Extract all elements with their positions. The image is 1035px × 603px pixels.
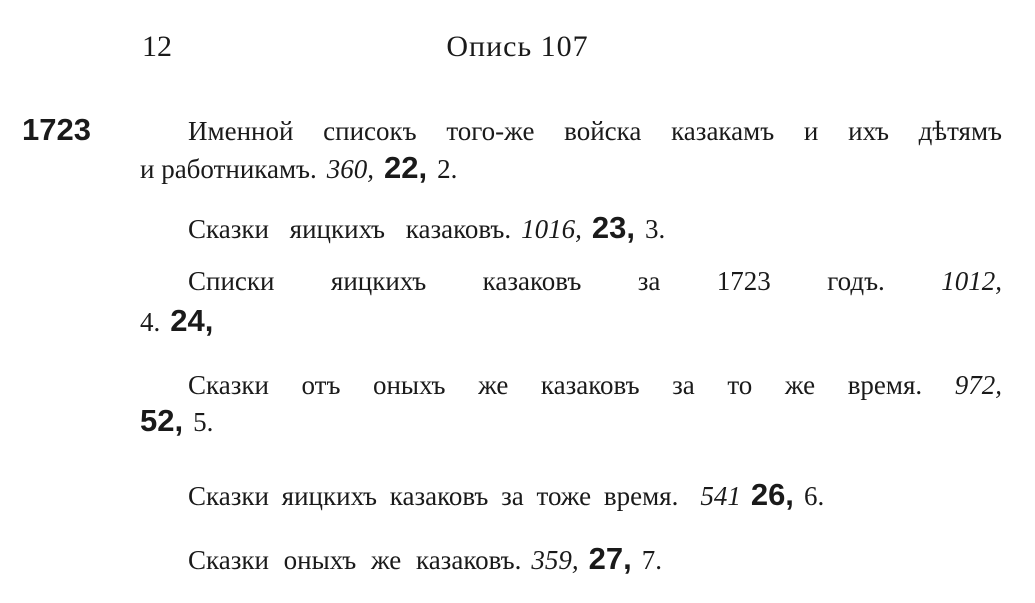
- entry-5-text: Сказки яицкихъ казаковъ за тоже время.: [188, 481, 679, 511]
- entry-6-item: 27,: [588, 541, 632, 576]
- year-label: 1723: [22, 112, 91, 147]
- entry-5: [188, 479, 824, 510]
- entry-5-number: 6.: [803, 481, 825, 511]
- entry-1-item: 22,: [384, 150, 428, 185]
- entry-4-number: 5.: [193, 407, 214, 437]
- page-title: Опись 107: [446, 30, 589, 63]
- entry-3-number: 4.: [140, 307, 161, 337]
- entry-2: [188, 212, 665, 243]
- entry-1-text: Именной списокъ того-же войска казакамъ и ихъ дѣтямъ: [188, 116, 1002, 146]
- entry-4-pages: 972,: [954, 370, 1003, 400]
- entry-1-line-1: [188, 118, 1002, 145]
- entry-6-number: 7.: [641, 545, 662, 575]
- entry-2-number: 3.: [645, 214, 666, 244]
- entry-4-line-1: [188, 372, 1002, 399]
- entry-3-item: 24,: [170, 303, 214, 338]
- entry-5-item: 26,: [750, 477, 794, 512]
- entry-3-pages: 1012,: [941, 266, 1002, 296]
- entry-5-pages: 541: [700, 481, 741, 511]
- entry-3-line-1: [188, 268, 1002, 295]
- entry-1-text-cont: и работникамъ.: [140, 154, 317, 184]
- entry-2-pages: 1016,: [521, 214, 582, 244]
- entry-1-pages: 360,: [326, 154, 375, 184]
- entry-1-line-2: [140, 152, 457, 183]
- entry-6-pages: 359,: [531, 545, 579, 575]
- entry-3-text: Списки яицкихъ казаковъ за 1723 годъ.: [188, 266, 885, 296]
- entry-4-text: Сказки отъ оныхъ же казаковъ за то же время.: [188, 370, 923, 400]
- entry-2-item: 23,: [591, 210, 635, 245]
- entry-3-line-2: [140, 305, 213, 336]
- entry-6-text: Сказки оныхъ же казаковъ.: [188, 545, 522, 575]
- entry-4-item: 52,: [140, 403, 184, 438]
- page-number: 12: [142, 30, 172, 63]
- entry-6: [188, 543, 662, 574]
- entry-4-line-2: [140, 405, 213, 436]
- entry-1-number: 2.: [437, 154, 458, 184]
- entry-2-text: Сказки яицкихъ казаковъ.: [188, 214, 512, 244]
